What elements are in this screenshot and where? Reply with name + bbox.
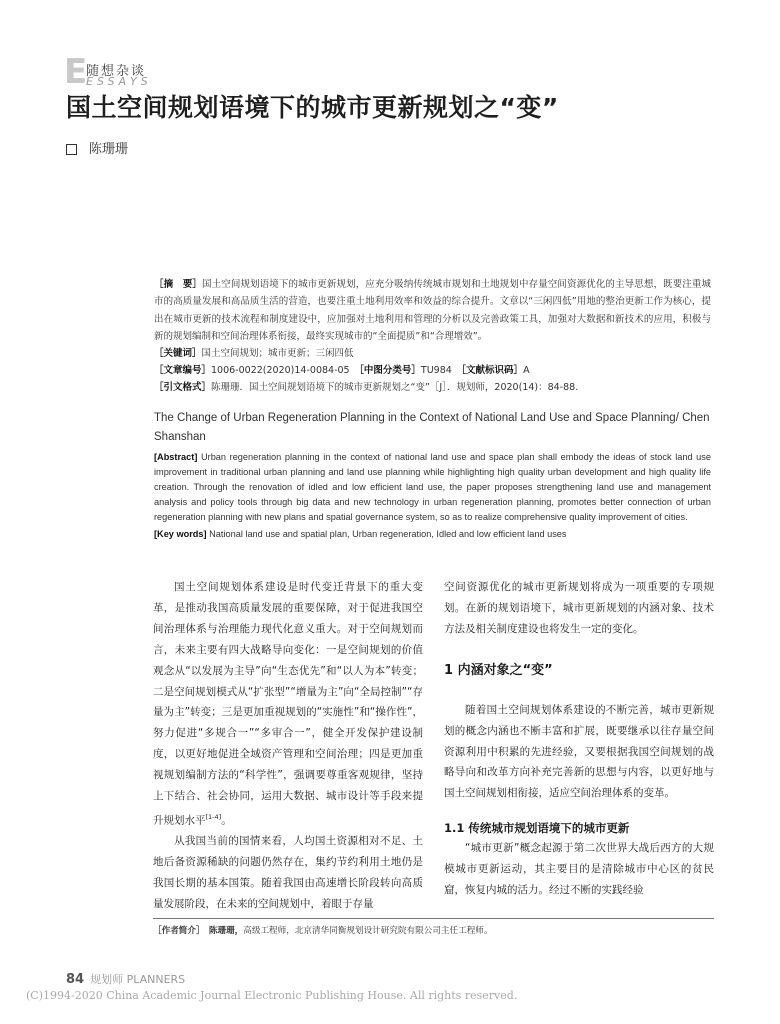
body-column-right [444, 577, 714, 901]
keywords-cn [154, 345, 711, 362]
page-number: 84 [66, 972, 85, 987]
keywords-cn-label: ［关键词］ [154, 348, 202, 360]
abstract-en [154, 450, 711, 525]
author-name: 陈珊珊 [89, 142, 129, 157]
article-no-label: ［文章编号］ [154, 365, 212, 377]
page-footer [66, 971, 185, 987]
author-note-text: 高级工程师，北京清华同衡规划设计研究院有限公司主任工程师。 [243, 926, 493, 936]
author-box-icon [66, 144, 77, 155]
doc-code-label: ［文献标识码］ [461, 365, 524, 377]
doc-code: A [523, 365, 530, 377]
author-note-label: ［作者简介］ [153, 926, 201, 936]
clc-code: TU984 [420, 365, 452, 377]
keywords-cn-text: 国土空间规划；城市更新；三闲四低 [201, 348, 354, 360]
body-paragraph [153, 577, 423, 831]
citation-text: 陈珊珊．国土空间规划语境下的城市更新规划之“变”［J］．规划师，2020(14)：84-88. [211, 382, 579, 394]
keywords-en [154, 527, 711, 542]
article-no: 1006-0022(2020)14-0084-05 [211, 365, 350, 377]
body-text: 。 [221, 814, 232, 827]
author-note [153, 924, 493, 936]
body-column-left [153, 577, 423, 915]
body-paragraph: 从我国当前的国情来看，人均国土资源相对不足、土地后备资源稀缺的问题仍然存在，集约节约利用土地仍是我国长期的基本国策。随着我国由高速增长阶段转向高质量发展阶段，在未来的空间规划中，着眼于存量 [153, 835, 423, 911]
abstract-cn-block [154, 276, 711, 396]
abstract-cn [154, 276, 711, 345]
keywords-en-text: National land use and spatial plan, Urban regeneration, Idled and low efficient land uses [206, 528, 567, 539]
abstract-en-block [154, 409, 711, 542]
abstract-cn-label: ［摘 要］ [154, 279, 203, 290]
article-title: 国土空间规划语境下的城市更新规划之“变” [66, 93, 559, 122]
article-codes [154, 362, 711, 379]
citation [154, 379, 711, 396]
body-paragraph: 随着国土空间规划体系建设的不断完善，城市更新规划的概念内涵也不断丰富和扩展，既要继承以往存量空间资源利用中积累的先进经验，又要根据我国空间规划的战略导向和改革方向补充完善新的思想与内容，以更好地与国土空间规划相衔接，适应空间治理体系的变革。 [444, 703, 714, 800]
column-logo-letter: E [64, 52, 88, 92]
english-title: The Change of Urban Regeneration Planning in the Context of National Land Use and Space Planning/ Chen Shanshan [154, 412, 710, 443]
subsection-heading: 1.1 传统城市规划语境下的城市更新 [444, 821, 630, 836]
author-note-name: 陈珊珊， [208, 926, 244, 936]
column-name-en: ESSAYS [86, 75, 152, 88]
abstract-cn-text: 国土空间规划语境下的城市更新规划，应充分吸纳传统城市规划和土地规划中存量空间资源优化的主导思想，既要注重城市的高质量发展和高品质生活的营造，也要注重土地利用效率和效益的综合提升。文章以“三闲四低”用地的整治更新工作为核心，提出在城市更新的技术流程和制度建设中，应加强对土地利用和管理的分析以及完善政策工具，加强对大数据和新技术的应用，积极与新的规划编制和空间治理体系衔接，最终实现城市的“全面提质”和“合理增效”。 [154, 279, 711, 342]
journal-name: 规划师 PLANNERS [90, 973, 186, 986]
citation-label: ［引文格式］ [154, 382, 212, 394]
section-heading: 1 内涵对象之“变” [444, 662, 553, 678]
column-mark [64, 52, 174, 92]
abstract-en-label: [Abstract] [154, 452, 198, 462]
column-name-cn: 随想杂谈 [86, 64, 147, 79]
keywords-en-label: [Key words] [154, 528, 207, 539]
abstract-en-text: Urban regeneration planning in the context of national land use and space plan shall embody the ideas of stock land use improvement in traditional urban planning and land use planning while highlighting high quality urban development and high quality life creation. Through the renovation of idled and low efficient land use, the paper proposes strengthening land use and management analysis and policy tools through big data and new technology in urban regeneration planning, promotes better connection of urban regeneration planning with new plans and spatial governance system, so as to realize comprehensive quality improvement of cities. [154, 452, 711, 522]
footnote-divider [153, 918, 714, 919]
copyright-notice: (C)1994-2020 China Academic Journal Electronic Publishing House. All rights reserved. [26, 989, 518, 1002]
body-text: 国土空间规划体系建设是时代变迁背景下的重大变革，是推动我国高质量发展的重要保障，对于促进我国空间治理体系与治理能力现代化意义重大。对于空间规划而言，未来主要有四大战略导向变化：一是空间规划的价值观念从“以发展为主导”向“生态优先”和“以人为本”转变；二是空间规划模式从“扩张型”“增量为主”向“全局控制”“存量为主”转变；三是更加重视规划的“实施性”和“操作性”，努力促进“多规合一”“多审合一”，健全开发保护建设制度，以更好地促进全域资产管理和空间治理；四是更加重视规划编制方法的“科学性”，强调要尊重客观规律，坚持上下结合、社会协同，运用大数据、城市设计等手段来提升规划水平 [153, 581, 423, 827]
body-paragraph: “城市更新”概念起源于第二次世界大战后西方的大规模城市更新运动，其主要目的是清除城市中心区的贫民窟，恢复内城的活力。经过不断的实践经验 [444, 842, 714, 897]
clc-label: ［中图分类号］ [359, 365, 421, 377]
reference-mark: [1-4] [205, 812, 222, 821]
author-line [66, 138, 128, 157]
body-paragraph: 空间资源优化的城市更新规划将成为一项重要的专项规划。在新的规划语境下，城市更新规划的内涵对象、技术方法及相关制度建设也将发生一定的变化。 [444, 581, 714, 635]
